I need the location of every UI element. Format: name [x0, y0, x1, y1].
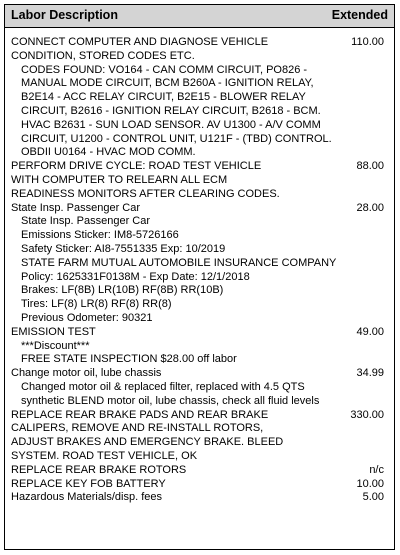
labor-line-text: ADJUST BRAKES AND EMERGENCY BRAKE. BLEED [11, 436, 284, 449]
labor-item [11, 478, 388, 492]
labor-line-text: MANUAL MODE CIRCUIT, BCM B260A - IGNITION RELAY, [21, 77, 314, 90]
labor-line-text: State Insp. Passenger Car [21, 215, 151, 228]
labor-line-text: Tires: LF(8) LR(8) RF(8) RR(8) [21, 298, 172, 311]
labor-line-text: PERFORM DRIVE CYCLE: ROAD TEST VEHICLE [11, 160, 262, 173]
labor-line [11, 353, 388, 367]
labor-line-text: CIRCUIT, U1200 - CONTROL UNIT, U121F - (TBD) CONTROL. [21, 132, 332, 145]
labor-line-text: Brakes: LF(8B) LR(10B) RF(8B) RR(10B) [21, 284, 224, 297]
labor-line [11, 284, 388, 298]
labor-amount: n/c [369, 463, 384, 476]
labor-lines [5, 28, 394, 505]
labor-line [11, 243, 388, 257]
labor-amount: 34.99 [356, 367, 384, 380]
labor-line [11, 271, 388, 285]
labor-amount: 28.00 [356, 201, 384, 214]
labor-line [11, 340, 388, 354]
labor-amount: 10.00 [356, 477, 384, 490]
labor-line-text: READINESS MONITORS AFTER CLEARING CODES. [11, 187, 280, 200]
labor-item [11, 36, 388, 160]
labor-line [11, 215, 388, 229]
labor-line-text: Changed motor oil & replaced filter, replaced with 4.5 QTS [21, 380, 305, 393]
labor-amount: 330.00 [350, 408, 384, 421]
labor-line [11, 409, 388, 423]
labor-line [11, 133, 388, 147]
labor-line [11, 91, 388, 105]
labor-line [11, 491, 388, 505]
labor-line [11, 395, 388, 409]
labor-line [11, 312, 388, 326]
labor-item [11, 409, 388, 464]
labor-line-text: OBDII U0164 - HVAC MOD COMM. [21, 146, 196, 159]
labor-line [11, 257, 388, 271]
labor-amount: 49.00 [356, 325, 384, 338]
labor-line-text: Previous Odometer: 90321 [21, 311, 153, 324]
labor-item [11, 464, 388, 478]
labor-line-text: HVAC B2631 - SUN LOAD SENSOR. AV U1300 - A/V COMM [21, 118, 321, 131]
labor-line [11, 77, 388, 91]
labor-line [11, 105, 388, 119]
header-labor-description: Labor Description [11, 8, 118, 22]
labor-item [11, 160, 388, 201]
labor-line-text: CONNECT COMPUTER AND DIAGNOSE VEHICLE [11, 36, 269, 48]
labor-line-text: Change motor oil, lube chassis [11, 367, 162, 380]
labor-amount: 88.00 [356, 160, 384, 173]
labor-line-text: FREE STATE INSPECTION $28.00 off labor [21, 353, 237, 366]
labor-line [11, 381, 388, 395]
labor-line [11, 202, 388, 216]
labor-line [11, 188, 388, 202]
labor-amount: 110.00 [351, 36, 384, 48]
labor-line-text: CONDITION, STORED CODES ETC. [11, 49, 195, 62]
labor-line-text: SYSTEM. ROAD TEST VEHICLE, OK [11, 449, 198, 462]
labor-line-text: STATE FARM MUTUAL AUTOMOBILE INSURANCE COMPANY [21, 256, 337, 269]
labor-line [11, 119, 388, 133]
labor-line-text: State Insp. Passenger Car [11, 201, 141, 214]
labor-line [11, 478, 388, 492]
labor-line-text: CODES FOUND: VO164 - CAN COMM CIRCUIT, PO826 - [21, 63, 308, 76]
labor-line-text: CALIPERS, REMOVE AND RE-INSTALL ROTORS, [11, 422, 264, 435]
labor-item [11, 202, 388, 326]
labor-line-text: REPLACE REAR BRAKE PADS AND REAR BRAKE [11, 408, 269, 421]
labor-line [11, 229, 388, 243]
labor-item [11, 491, 388, 505]
labor-line [11, 64, 388, 78]
labor-line-text: WITH COMPUTER TO RELEARN ALL ECM [11, 173, 228, 186]
labor-line [11, 50, 388, 64]
labor-line [11, 326, 388, 340]
labor-line [11, 36, 388, 50]
labor-line-text: Hazardous Materials/disp. fees [11, 491, 163, 504]
labor-line-text: ***Discount*** [21, 339, 90, 352]
labor-table [4, 4, 395, 550]
labor-item [11, 367, 388, 408]
labor-line-text: Emissions Sticker: IM8-5726166 [21, 229, 179, 242]
labor-line-text: CIRCUIT, B2616 - IGNITION RELAY CIRCUIT, B2618 - BCM. [21, 104, 321, 117]
labor-line-text: REPLACE KEY FOB BATTERY [11, 477, 166, 490]
labor-line [11, 160, 388, 174]
labor-line [11, 146, 388, 160]
labor-line [11, 450, 388, 464]
labor-line [11, 422, 388, 436]
labor-line-text: B2E14 - ACC RELAY CIRCUIT, B2E15 - BLOWER RELAY [21, 91, 306, 104]
labor-line [11, 436, 388, 450]
labor-item [11, 326, 388, 367]
labor-line-text: EMISSION TEST [11, 325, 96, 338]
labor-amount: 5.00 [362, 491, 384, 504]
header-extended: Extended [331, 8, 388, 22]
labor-line [11, 367, 388, 381]
labor-line-text: Safety Sticker: AI8-7551335 Exp: 10/2019 [21, 242, 226, 255]
labor-line [11, 174, 388, 188]
labor-line [11, 298, 388, 312]
labor-line [11, 464, 388, 478]
labor-line-text: REPLACE REAR BRAKE ROTORS [11, 463, 187, 476]
labor-line-text: Policy: 1625331F0138M - Exp Date: 12/1/2018 [21, 270, 250, 283]
labor-line-text: synthetic BLEND motor oil, lube chassis, check all fluid levels [21, 394, 320, 407]
table-header [5, 5, 394, 28]
